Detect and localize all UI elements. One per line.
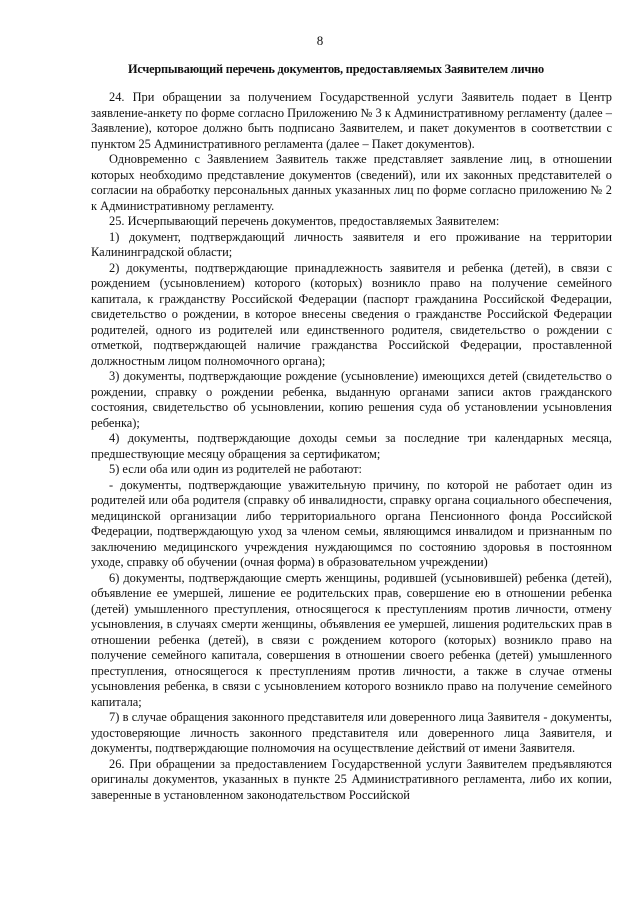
paragraph-25: 25. Исчерпывающий перечень документов, предоставляемых Заявителем:: [109, 214, 500, 228]
paragraph-24: 24. При обращении за получением Государственной услуги Заявитель подает в Центр заявление-анкету по форме согласно Приложению № 3 к Административному регламенту (далее – Заявление), которое должно быть подписано Заявителем, и пакет документов в соответствии с пунктом 25 Административного регламента (далее – Пакет документов).: [91, 90, 612, 151]
page-number: 8: [316, 33, 324, 48]
list-item-4: 4) документы, подтверждающие доходы семьи за последние три календарных месяца, предшествующие месяцу обращения за сертификатом;: [91, 431, 612, 461]
document-body: [91, 90, 612, 803]
list-item-1: 1) документ, подтверждающий личность заявителя и его проживание на территории Калининградской области;: [91, 229, 612, 259]
list-item-7: 7) в случае обращения законного представителя или доверенного лица Заявителя - документы, удостоверяющие личность законного представителя или доверенного лица Заявителя, и документы, подтверждающие полномочия на осуществление действий от имени Заявителя.: [91, 710, 612, 755]
list-item-5: 5) если оба или один из родителей не работают:: [109, 462, 362, 476]
list-item-2: 2) документы, подтверждающие принадлежность заявителя и ребенка (детей), в связи с рождением (усыновлением) которого (которых) возникло право на получение семейного капитала, к гражданству Российской Федерации (паспорт гражданина Российской Федерации, свидетельство о рождении, в которое внесены сведения о гражданстве Российской Федерации родителей, одного из родителей или единственного родителя, свидетельство о рождении с отметкой, подтверждающей наличие гражданства Российской Федерации, проставленной должностным лицом полномочного органа);: [91, 260, 612, 368]
list-item-6: 6) документы, подтверждающие смерть женщины, родившей (усыновившей) ребенка (детей), объявление ее умершей, лишение ее родительских прав, совершение ею в отношении ребенка (детей) умышленного преступления, относящегося к преступлениям против личности, отмену усыновления, в случаях смерти женщины, объявления ее умершей, лишения родительских прав в отношении ребенка (детей), в связи с рождением которого (которых) возникло право на получение семейного капитала, совершения в отношении своего ребенка (детей) умышленного преступления, относящегося к преступлениям против личности, а также в случае отмены усыновления ребенка, в связи с усыновлением которого возникло право на получение семейного капитала;: [91, 570, 612, 709]
list-item-5-detail: - документы, подтверждающие уважительную причину, по которой не работает один из родителей или оба родителя (справку об инвалидности, справку органа социального обеспечения, медицинской организации либо территориального органа Пенсионного фонда Российской Федерации, подтверждающую уход за членом семьи, являющимся инвалидом и признанным по заключению медицинского учреждения нуждающимся по состоянию здоровья в постоянном уходе, справку об обучении (очная форма) в образовательном учреждении): [91, 477, 612, 569]
section-heading: Исчерпывающий перечень документов, предоставляемых Заявителем лично: [128, 62, 544, 76]
list-item-3: 3) документы, подтверждающие рождение (усыновление) имеющихся детей (свидетельство о рождении, справку о рождении ребенка, выданную органами записи актов гражданского состояния, свидетельство об усыновлении, копию решения суда об установлении усыновления ребенка);: [91, 369, 612, 430]
paragraph-consent: Одновременно с Заявлением Заявитель также представляет заявление лиц, в отношении которых необходимо представление документов (сведений), или их законных представителей о согласии на обработку персональных данных указанных лиц по форме согласно приложению № 2 к Административному регламенту.: [91, 152, 612, 213]
paragraph-26: 26. При обращении за предоставлением Государственной услуги Заявителем предъявляются оригиналы документов, указанных в пункте 25 Административного регламента, либо их копии, заверенные в установленном законодательством Российской: [91, 756, 612, 802]
